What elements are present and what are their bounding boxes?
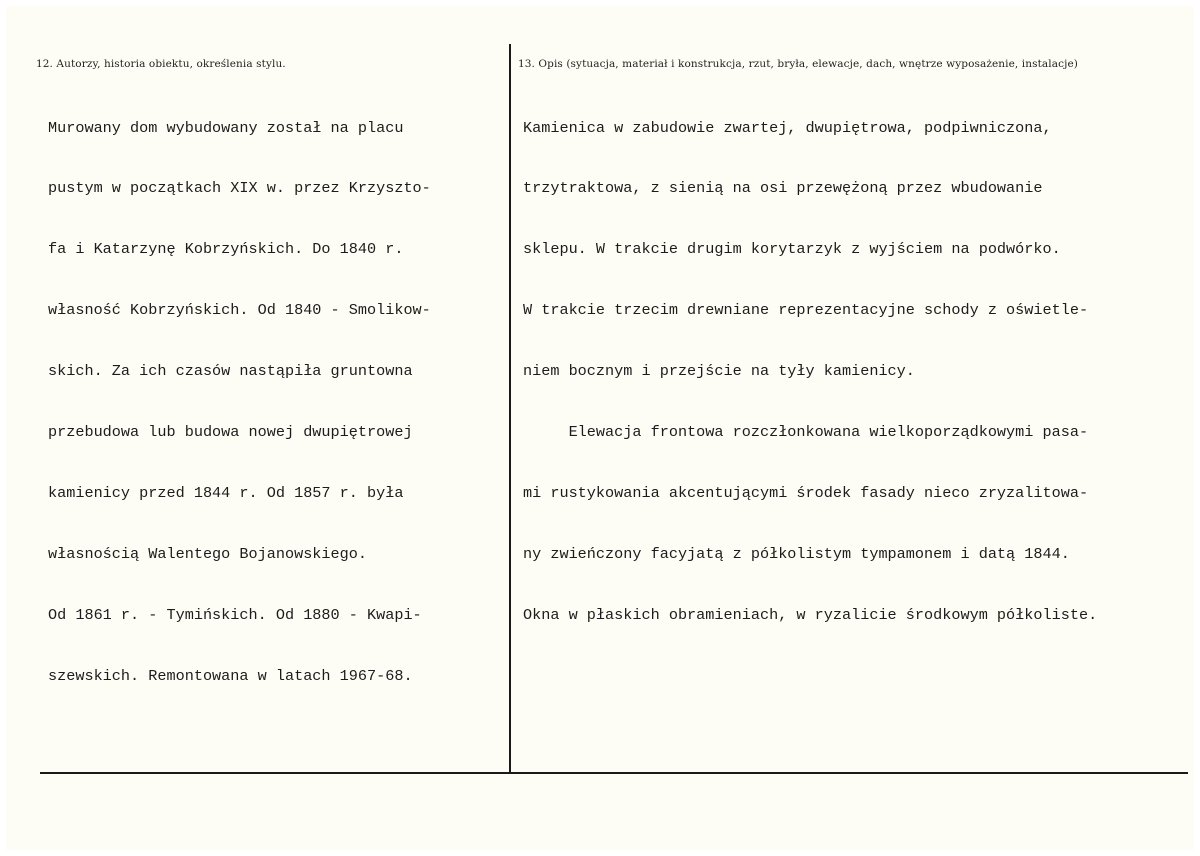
section-12-typed-text xyxy=(48,77,431,727)
typed-line: mi rustykowania akcentującymi środek fasady nieco zryzalitowa- xyxy=(523,483,1089,502)
typed-line: ny zwieńczony facyjatą z półkolistym tympamonem i datą 1844. xyxy=(523,544,1070,563)
typed-line: niem bocznym i przejście na tyły kamienicy. xyxy=(523,362,915,381)
section-12-authors-history xyxy=(6,6,510,766)
typed-line: W trakcie trzecim drewniane reprezentacyjne schody z oświetle- xyxy=(523,301,1089,320)
typed-line: szewskich. Remontowana w latach 1967-68. xyxy=(48,666,413,685)
column-divider xyxy=(509,44,511,774)
typed-line: pustym w początkach XIX w. przez Krzyszto- xyxy=(48,179,431,198)
typed-line: własność Kobrzyńskich. Od 1840 - Smolikow- xyxy=(48,301,431,320)
inventory-card xyxy=(6,6,1194,850)
section-13-label: 13. Opis (sytuacja, materiał i konstrukcja, rzut, bryła, elewacje, dach, wnętrze wyposażenie, instalacje) xyxy=(518,58,1078,70)
typed-line: Okna w płaskich obramieniach, w ryzalicie środkowym półkoliste. xyxy=(523,605,1098,624)
typed-line: fa i Katarzynę Kobrzyńskich. Do 1840 r. xyxy=(48,240,404,259)
typed-line: Elewacja frontowa rozczłonkowana wielkoporządkowymi pasa- xyxy=(523,423,1089,442)
section-13-typed-text xyxy=(523,77,1097,666)
typed-line: Murowany dom wybudowany został na placu xyxy=(48,118,404,137)
typed-line: kamienicy przed 1844 r. Od 1857 r. była xyxy=(48,483,404,502)
typed-line: własnością Walentego Bojanowskiego. xyxy=(48,544,367,563)
section-13-description xyxy=(514,6,1194,766)
typed-line: Od 1861 r. - Tymińskich. Od 1880 - Kwapi- xyxy=(48,605,422,624)
typed-line: przebudowa lub budowa nowej dwupiętrowej xyxy=(48,423,413,442)
bottom-rule xyxy=(40,772,1188,774)
typed-line: skich. Za ich czasów nastąpiła gruntowna xyxy=(48,362,413,381)
typed-line: Kamienica w zabudowie zwartej, dwupiętrowa, podpiwniczona, xyxy=(523,118,1052,137)
typed-line: trzytraktowa, z sienią na osi przewężoną przez wbudowanie xyxy=(523,179,1043,198)
section-12-label: 12. Autorzy, historia obiektu, określenia stylu. xyxy=(36,58,286,70)
typed-line: sklepu. W trakcie drugim korytarzyk z wyjściem na podwórko. xyxy=(523,240,1061,259)
